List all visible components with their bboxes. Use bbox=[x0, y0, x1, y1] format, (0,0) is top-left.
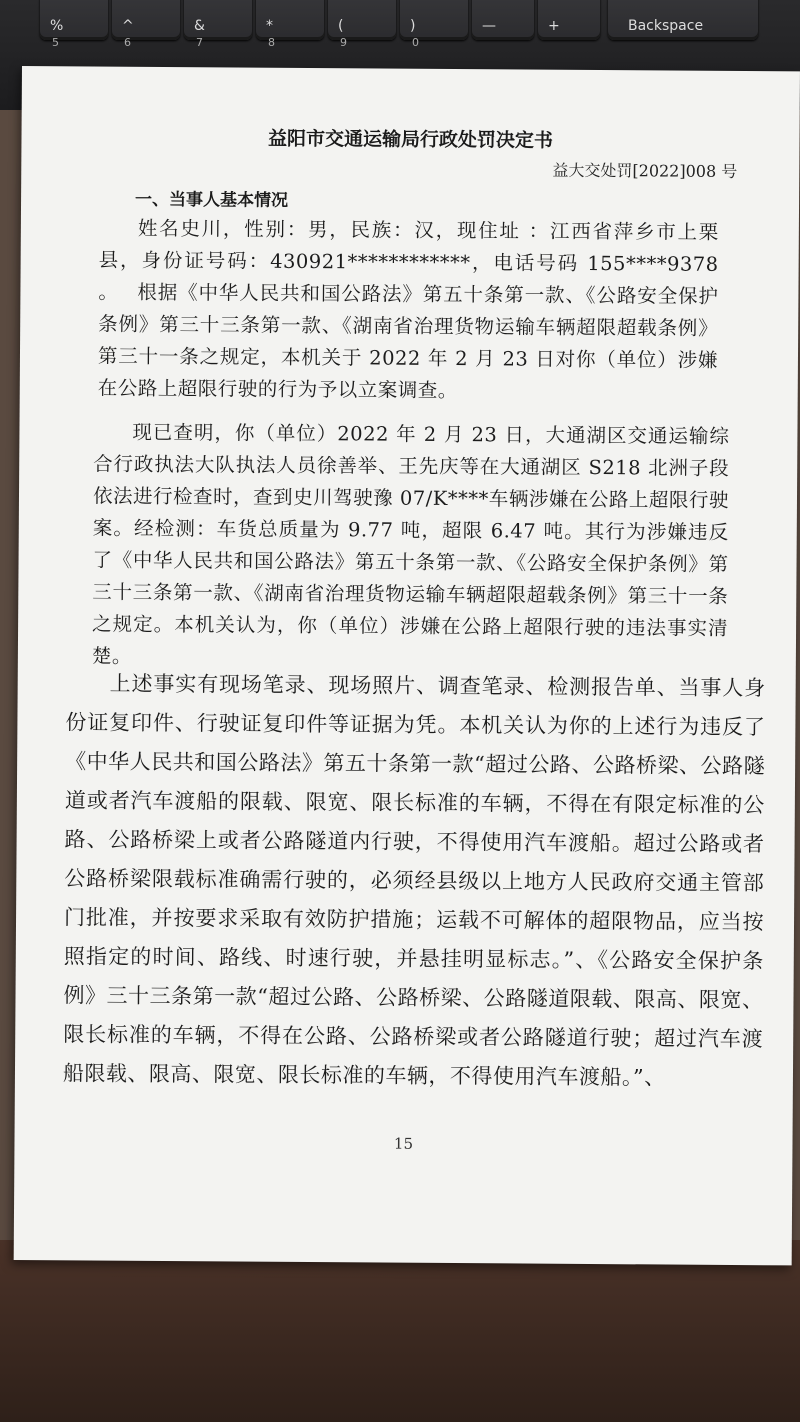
document-title: 益阳市交通运输局行政处罚决定书 bbox=[267, 127, 554, 152]
document-number: 益大交处罚[2022]008 号 bbox=[552, 160, 738, 181]
document-page bbox=[14, 66, 800, 1265]
section-heading: 一、当事人基本情况 bbox=[134, 189, 289, 211]
key-0: ) 0 bbox=[400, 0, 468, 40]
page-number: 15 bbox=[393, 1134, 414, 1153]
paragraph-party-info: 姓名史川，性别：男，民族：汉，现住址 ：江西省萍乡市上栗县，身份证号码：430921************，电话号码 155****9378 。 bbox=[98, 216, 719, 304]
paragraph-evidence-legal-basis: 上述事实有现场笔录、现场照片、调查笔录、检测报告单、当事人身份证复印件、行驶证复印件等证据为凭。本机关认为你的上述行为违反了《中华人民共和国公路法》第五十条第一款“超过公路、公路桥梁、公路隧道或者汽车渡船的限载、限宽、限长标准的车辆，不得在有限定标准的公路、公路桥梁上或者公路隧道内行驶，不得使用汽车渡船。超过公路或者公路桥梁限载标准确需行驶的，必须经县级以上地方人民政府交通主管部门批准，并按要求采取有效防护措施；运载不可解体的超限物品，应当按照指定的时间、路线、时速行驶，并悬挂明显标志。”、《公路安全保护条例》三十三条第一款“超过公路、公路桥梁、公路隧道限载、限高、限宽、限长标准的车辆，不得在公路、公路桥梁或者公路隧道行驶；超过汽车渡船限载、限高、限宽、限长标准的车辆，不得使用汽车渡船。”、 bbox=[62, 671, 766, 1090]
paragraph-case-filing: 根据《中华人民共和国公路法》第五十条第一款、《公路安全保护条例》第三十三条第一款、《湖南省治理货物运输车辆超限超载条例》第三十一条之规定，本机关于 2022 年 2 月 23 日对你（单位）涉嫌在公路上超限行驶的行为予以立案调查。 bbox=[97, 280, 719, 403]
key-backspace: Backspace bbox=[608, 0, 758, 40]
key-6: ^ 6 bbox=[112, 0, 180, 40]
key-plus: + bbox=[538, 0, 600, 40]
key-9: ( 9 bbox=[328, 0, 396, 40]
key-7: & 7 bbox=[184, 0, 252, 40]
key-5: % 5 bbox=[40, 0, 108, 40]
table-surface bbox=[0, 1240, 800, 1422]
key-minus: — bbox=[472, 0, 534, 40]
paragraph-findings: 现已查明，你（单位）2022 年 2 月 23 日，大通湖区交通运输综合行政执法大队执法人员徐善举、王先庆等在大通湖区 S218 北洲子段依法进行检查时，查到史川驾驶豫 07/K****车辆涉嫌在公路上超限行驶案。经检测：车货总质量为 9.77 吨，超限 6.47 吨。其行为涉嫌违反了《中华人民共和国公路法》第五十条第一款、《公路安全保护条例》第三十三条第一款、《湖南省治理货物运输车辆超限超载条例》第三十一条之规定。本机关认为，你（单位）涉嫌在公路上超限行驶的违法事实清楚。 bbox=[91, 420, 730, 668]
key-8: * 8 bbox=[256, 0, 324, 40]
